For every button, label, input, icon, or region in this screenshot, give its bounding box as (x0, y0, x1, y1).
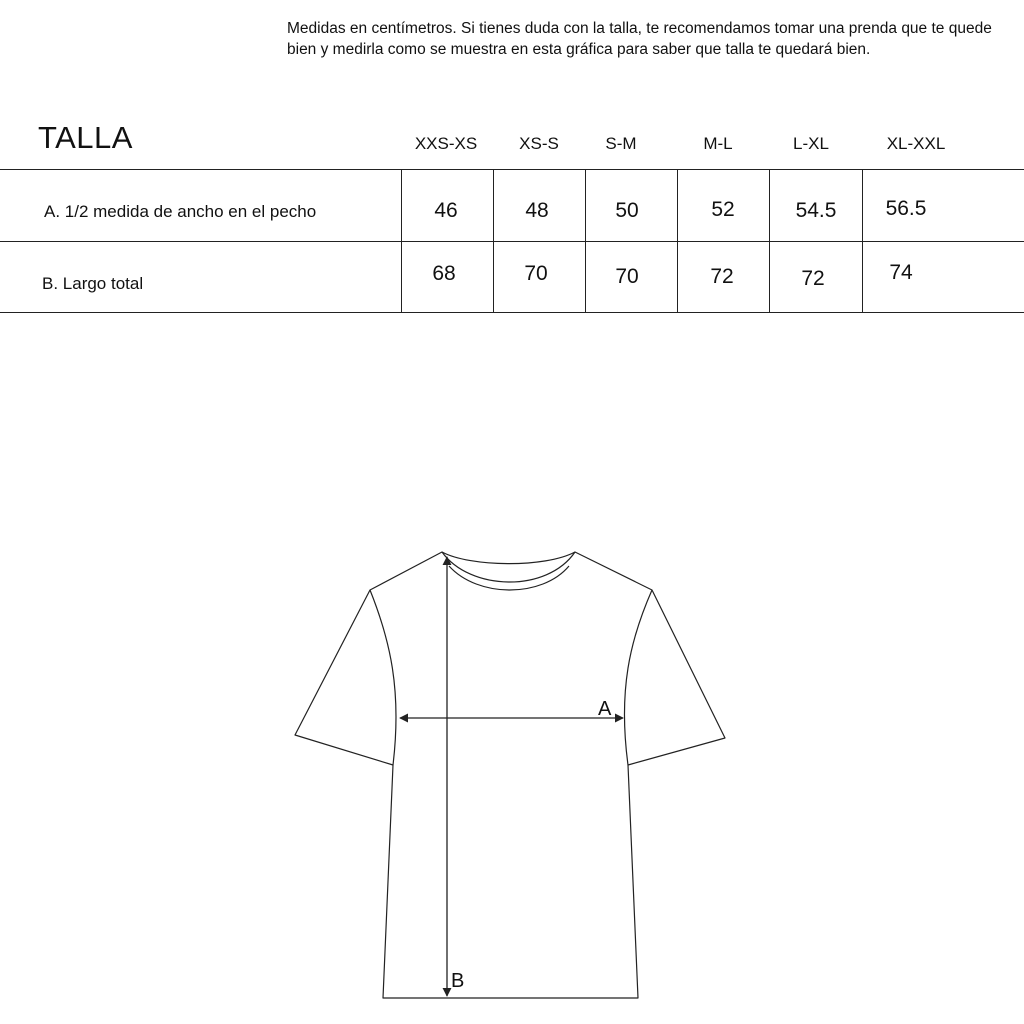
chest-value-l-xl: 54.5 (795, 199, 837, 222)
size-header-xs-s: XS-S (519, 134, 559, 153)
left-sleeve-seam (370, 590, 396, 765)
size-header-l-xl: L-XL (793, 134, 829, 153)
length-value-xl-xxl: 74 (889, 261, 913, 284)
size-guide-intro: Medidas en centímetros. Si tienes duda con la talla, te recomendamos tomar una prenda que te quede bien y medirla como se muestra en esta gráfica para saber que talla te quedará bien. (287, 20, 992, 58)
length-value-xxs-xs: 68 (432, 262, 456, 285)
chest-value-s-m: 50 (615, 199, 639, 222)
chest-value-xs-s: 48 (525, 199, 549, 222)
label-a: A (598, 698, 612, 720)
size-header-xxs-xs: XXS-XS (414, 134, 478, 153)
length-value-m-l: 72 (710, 265, 734, 288)
chest-value-m-l: 52 (711, 198, 735, 221)
row-label-chest: A. 1/2 medida de ancho en el pecho (44, 202, 317, 221)
tshirt-collar-band (449, 566, 569, 590)
length-value-s-m: 70 (615, 265, 639, 288)
row-label-length: B. Largo total (42, 274, 144, 293)
tshirt-body-outline (295, 552, 725, 998)
chest-value-xxs-xs: 46 (434, 199, 458, 222)
size-header-xl-xxl: XL-XXL (886, 134, 946, 153)
chest-value-xl-xxl: 56.5 (885, 197, 927, 220)
right-sleeve-seam (624, 590, 652, 765)
length-value-xs-s: 70 (524, 262, 548, 285)
length-value-l-xl: 72 (801, 267, 825, 290)
size-header-s-m: S-M (605, 134, 637, 153)
size-table-title: TALLA (38, 120, 133, 155)
label-b: B (451, 970, 465, 992)
size-header-m-l: M-L (703, 134, 733, 153)
